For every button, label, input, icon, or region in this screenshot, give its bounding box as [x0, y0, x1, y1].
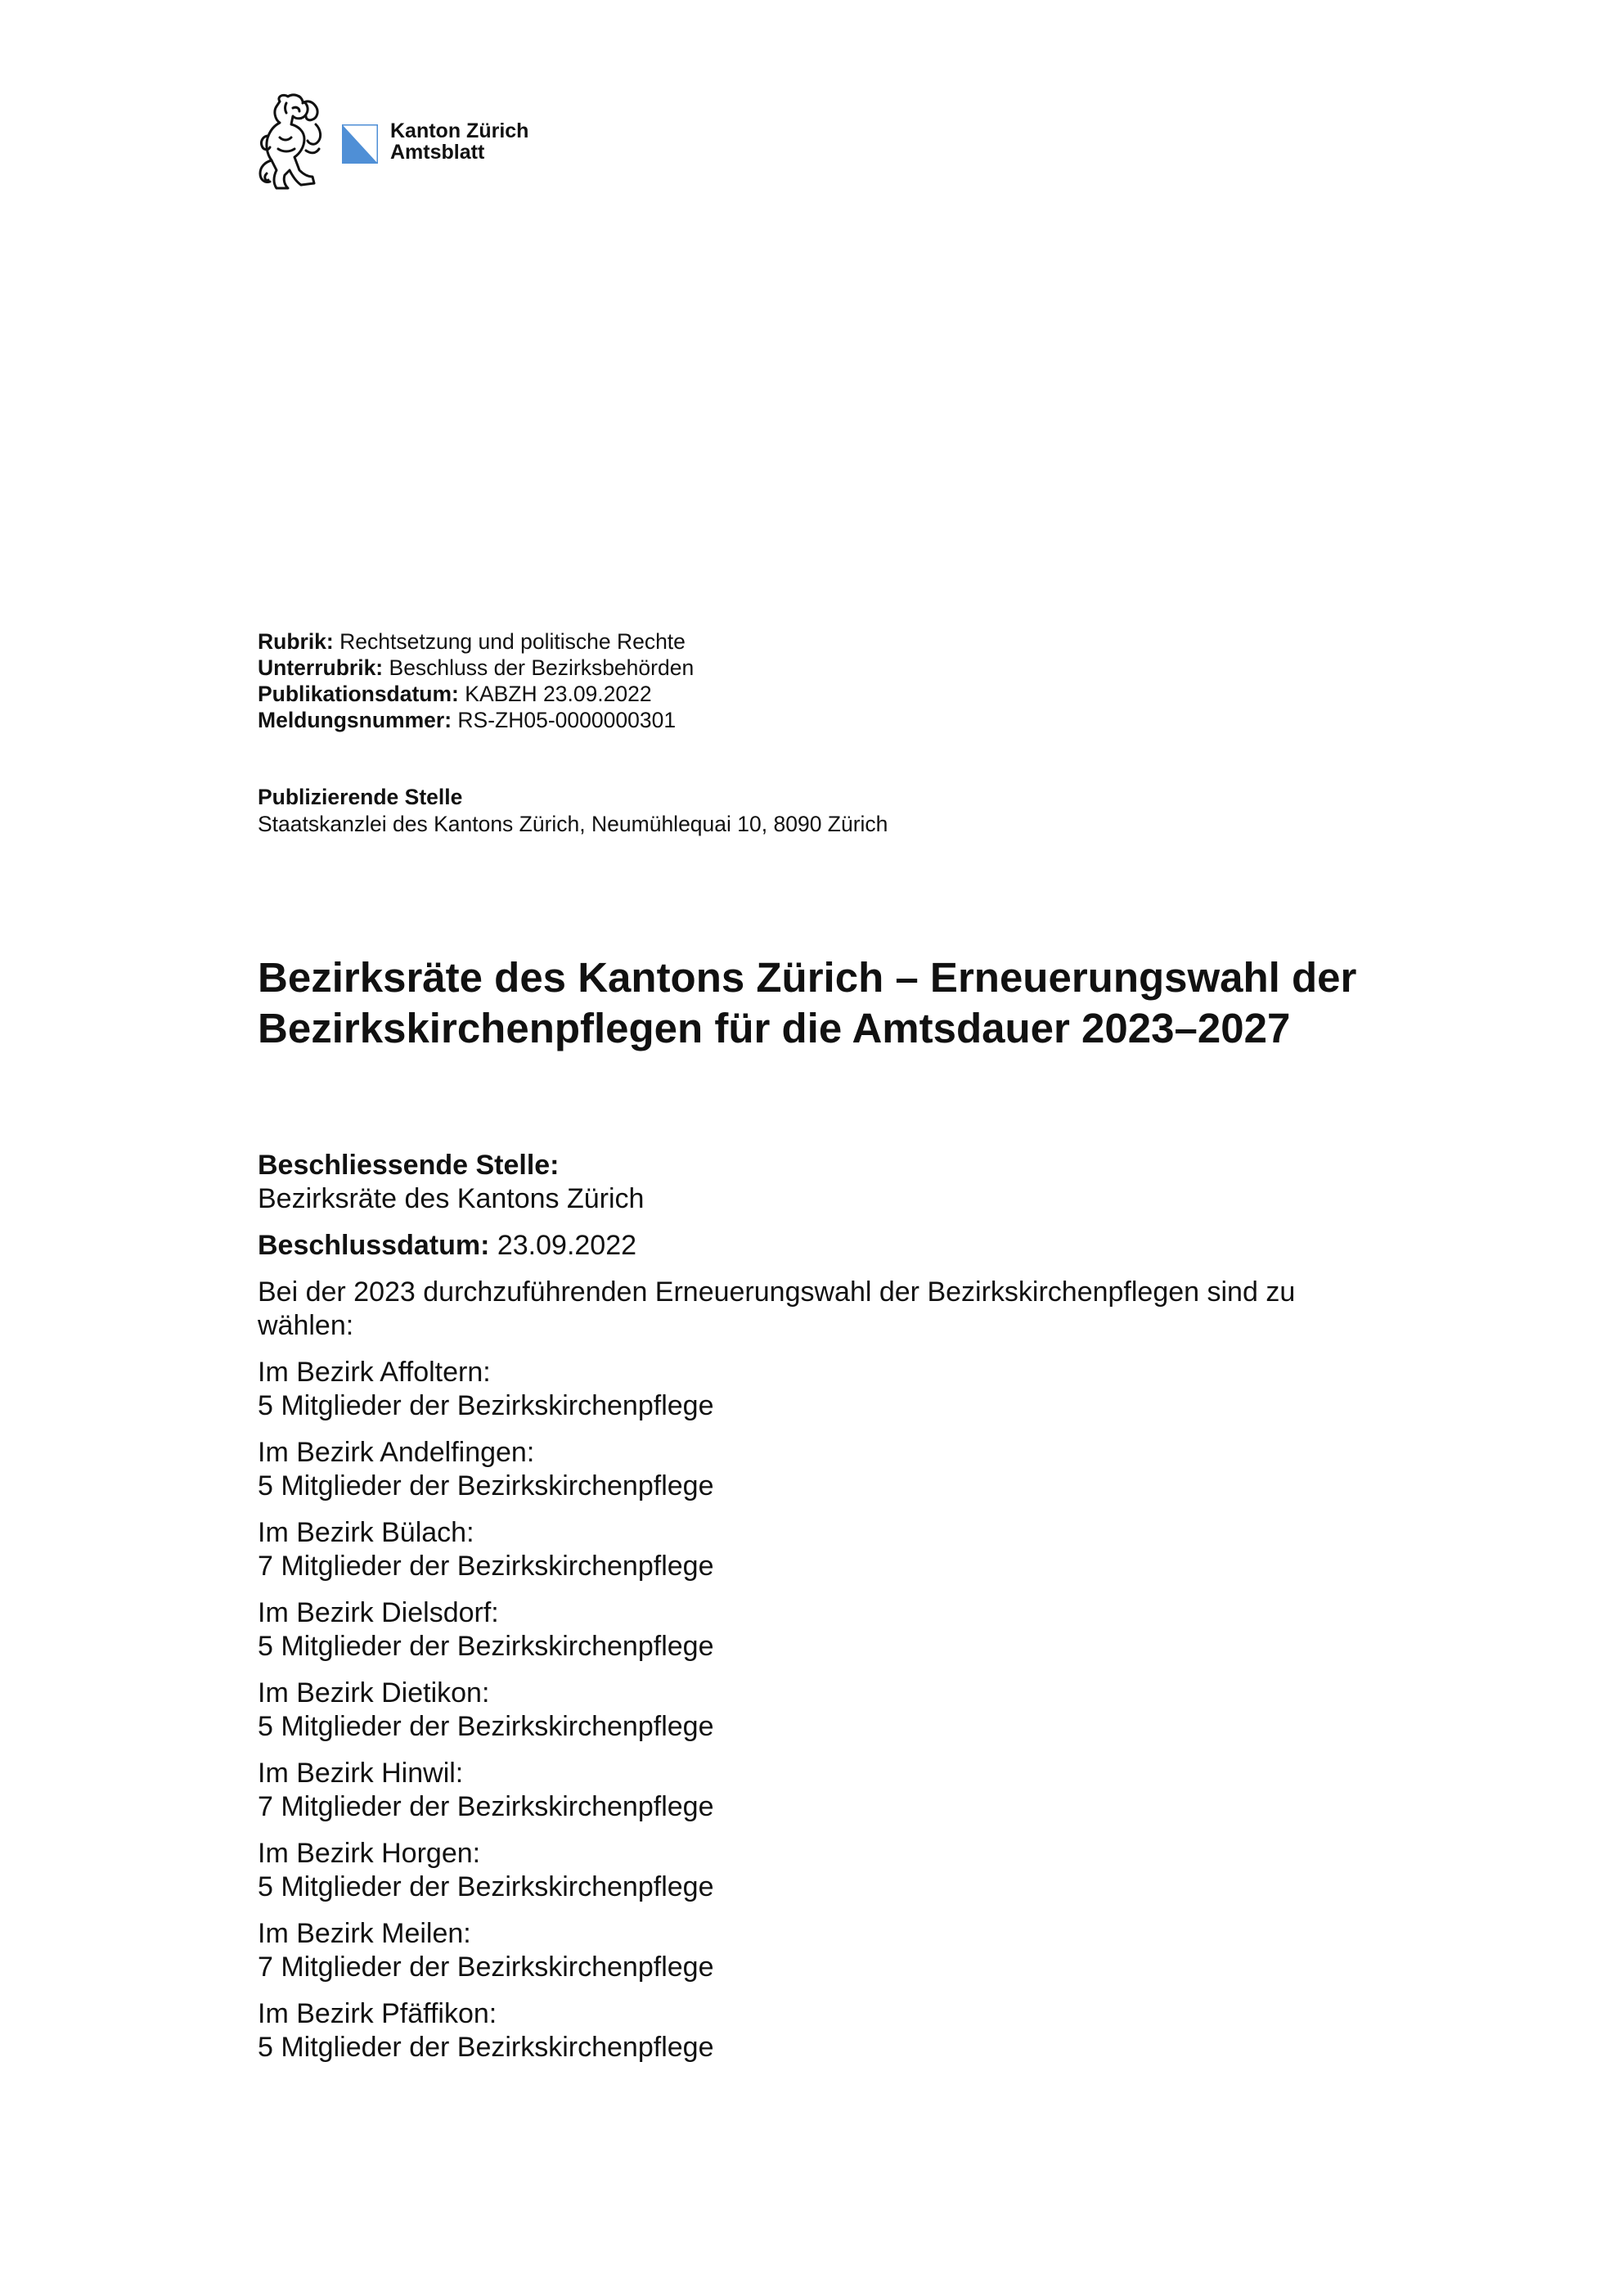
- district-name: Im Bezirk Dietikon:: [258, 1677, 490, 1708]
- publikationsdatum-value: KABZH 23.09.2022: [465, 682, 652, 706]
- district-name: Im Bezirk Affoltern:: [258, 1357, 491, 1388]
- publisher-block: [258, 784, 888, 838]
- district-item: [258, 1596, 1370, 1663]
- district-members: 5 Mitglieder der Bezirkskirchenpflege: [258, 1390, 714, 1421]
- document-body: [258, 1149, 1370, 2078]
- intro-paragraph: Bei der 2023 durchzuführenden Erneuerungswahl der Bezirkskirchenpflegen sind zu wählen:: [258, 1276, 1296, 1341]
- district-members: 5 Mitglieder der Bezirkskirchenpflege: [258, 1711, 714, 1742]
- rubrik-label: Rubrik:: [258, 629, 334, 654]
- district-item: [258, 1356, 1370, 1423]
- unterrubrik-value: Beschluss der Bezirksbehörden: [389, 655, 695, 680]
- district-name: Im Bezirk Pfäffikon:: [258, 1998, 497, 2029]
- district-members: 5 Mitglieder der Bezirkskirchenpflege: [258, 1871, 714, 1902]
- brand-subtitle: Amtsblatt: [390, 141, 485, 164]
- meta-publikationsdatum: [258, 681, 694, 707]
- canton-flag-icon: [342, 124, 378, 164]
- district-name: Im Bezirk Horgen:: [258, 1838, 481, 1869]
- lion-emblem-icon: [255, 92, 324, 191]
- publikationsdatum-label: Publikationsdatum:: [258, 682, 459, 706]
- unterrubrik-label: Unterrubrik:: [258, 655, 384, 680]
- district-name: Im Bezirk Dielsdorf:: [258, 1597, 499, 1628]
- meta-rubrik: [258, 628, 694, 655]
- district-name: Im Bezirk Meilen:: [258, 1918, 471, 1949]
- district-item: [258, 1757, 1370, 1824]
- beschliessende-label: Beschliessende Stelle:: [258, 1150, 560, 1181]
- document-title: Bezirksräte des Kantons Zürich – Erneuerungswahl der Bezirkskirchenpflegen für die Amtsdauer 2023–2027: [258, 954, 1357, 1051]
- beschliessende-stelle: [258, 1149, 1370, 1216]
- meta-block: [258, 628, 694, 733]
- district-item: [258, 1516, 1370, 1583]
- beschlussdatum-label: Beschlussdatum:: [258, 1230, 490, 1261]
- meldungsnummer-value: RS-ZH05-0000000301: [457, 708, 677, 732]
- district-members: 5 Mitglieder der Bezirkskirchenpflege: [258, 1631, 714, 1662]
- meldungsnummer-label: Meldungsnummer:: [258, 708, 452, 732]
- district-item: [258, 1837, 1370, 1904]
- district-name: Im Bezirk Bülach:: [258, 1517, 474, 1548]
- brand-title: Kanton Zürich: [390, 119, 529, 142]
- meta-unterrubrik: [258, 655, 694, 681]
- meta-meldungsnummer: [258, 707, 694, 733]
- rubrik-value: Rechtsetzung und politische Rechte: [339, 629, 686, 654]
- beschlussdatum-value: 23.09.2022: [497, 1230, 637, 1261]
- district-name: Im Bezirk Andelfingen:: [258, 1437, 535, 1468]
- district-members: 5 Mitglieder der Bezirkskirchenpflege: [258, 2032, 714, 2063]
- district-item: [258, 1997, 1370, 2064]
- district-members: 7 Mitglieder der Bezirkskirchenpflege: [258, 1791, 714, 1822]
- kanton-zuerich-logo: [255, 92, 582, 195]
- publisher-address: Staatskanzlei des Kantons Zürich, Neumühlequai 10, 8090 Zürich: [258, 812, 888, 836]
- district-members: 5 Mitglieder der Bezirkskirchenpflege: [258, 1470, 714, 1501]
- district-item: [258, 1917, 1370, 1984]
- beschlussdatum: [258, 1229, 1370, 1263]
- district-name: Im Bezirk Hinwil:: [258, 1758, 464, 1789]
- district-members: 7 Mitglieder der Bezirkskirchenpflege: [258, 1952, 714, 1983]
- district-item: [258, 1677, 1370, 1744]
- beschliessende-value: Bezirksräte des Kantons Zürich: [258, 1183, 645, 1214]
- district-members: 7 Mitglieder der Bezirkskirchenpflege: [258, 1551, 714, 1582]
- publisher-heading: Publizierende Stelle: [258, 785, 463, 809]
- district-item: [258, 1436, 1370, 1503]
